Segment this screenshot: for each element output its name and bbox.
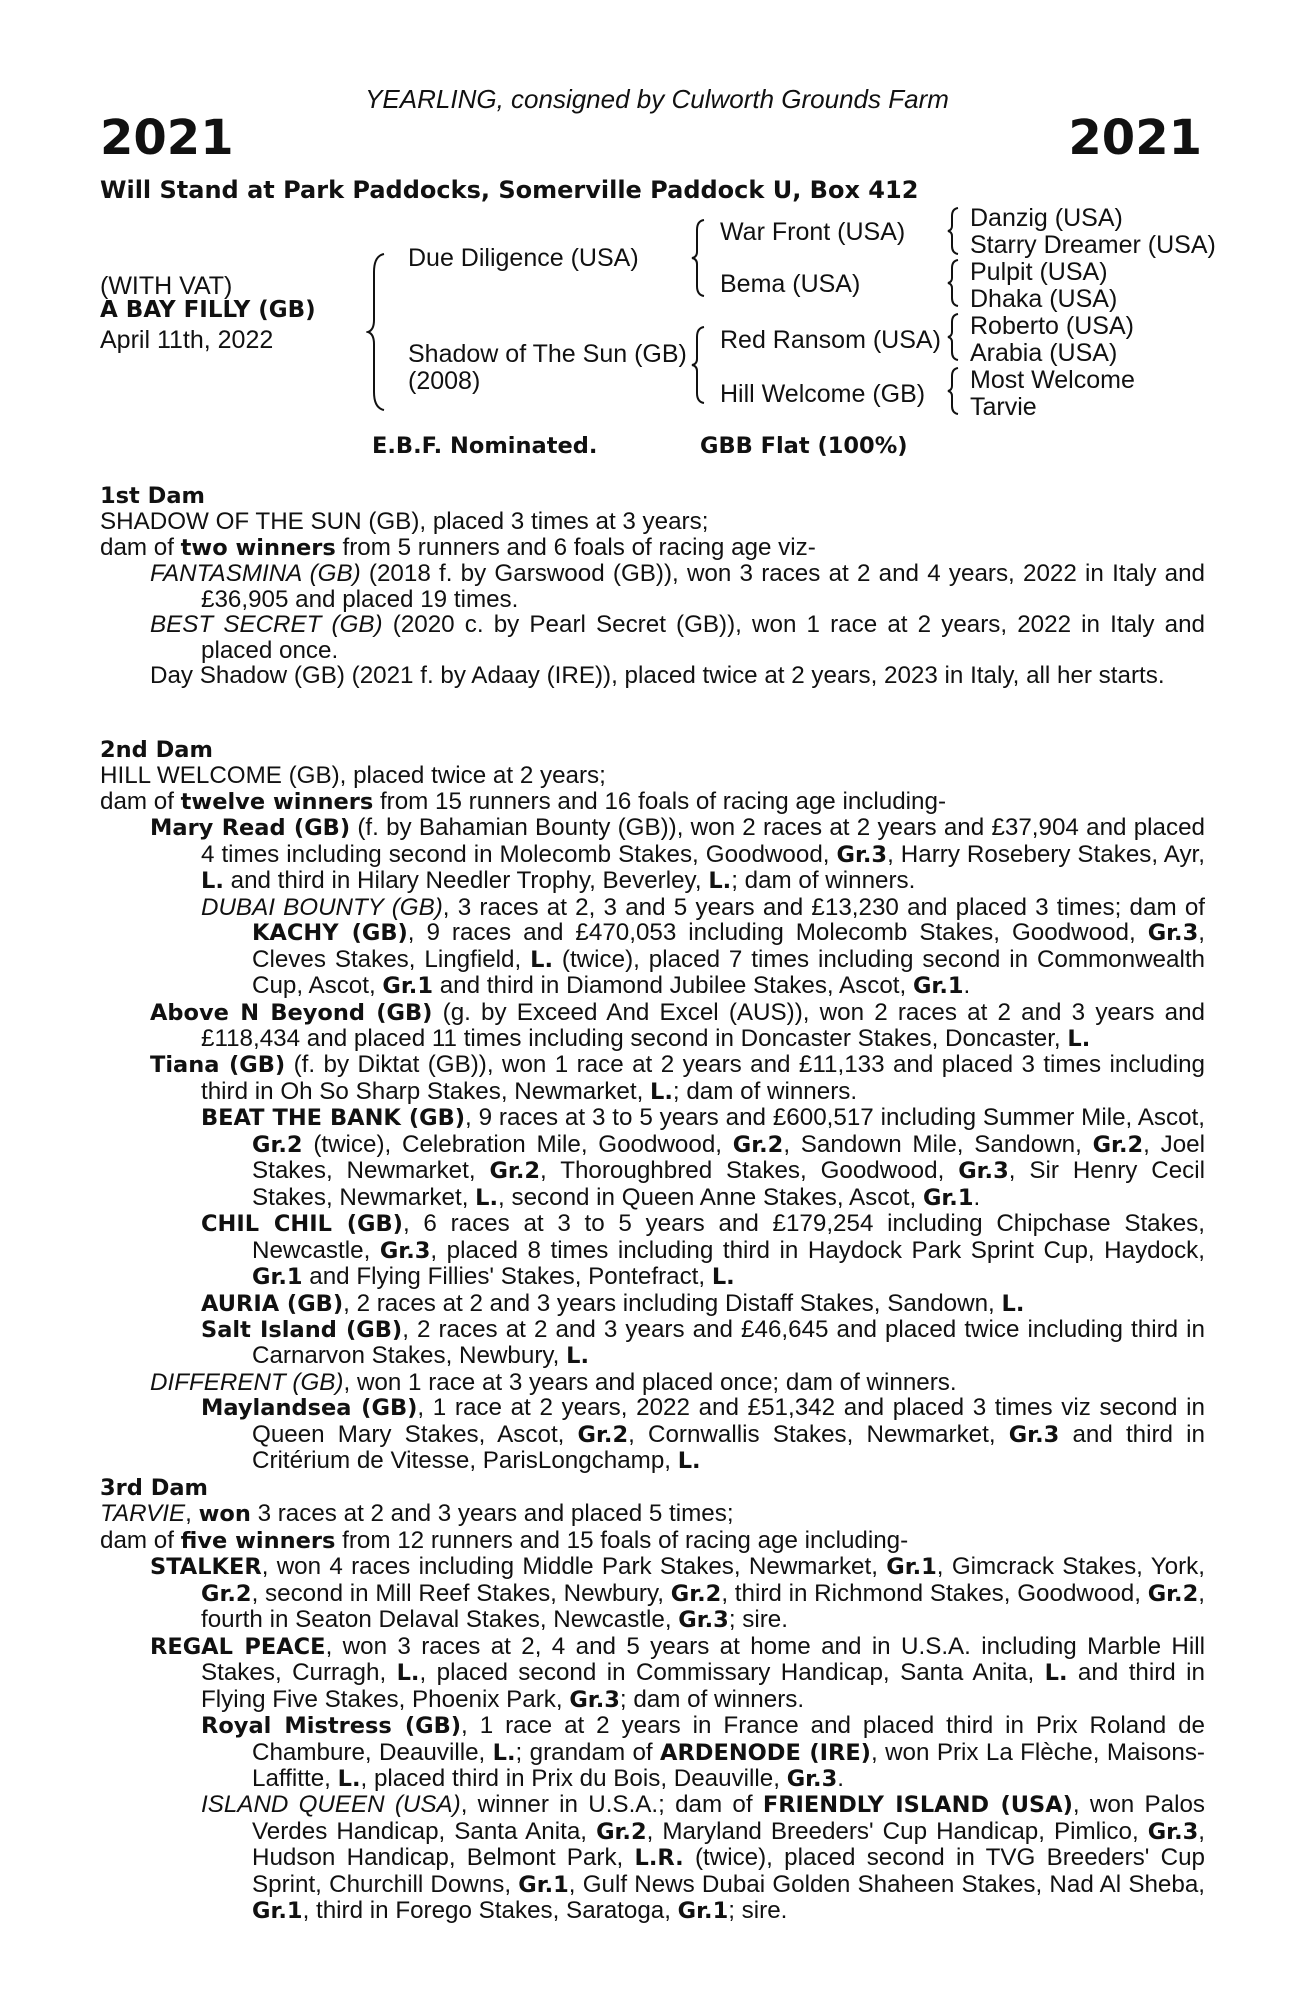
produce-sub-entry: CHIL CHIL (GB), 6 races at 3 to 5 years and £179,254 including Chipchase Stakes, Newcastle, Gr.3, placed 8 times including third in Haydock Park Sprint Cup, Haydock, Gr.1 and Flying Fillies' Stakes, Pontefract, L. [201, 1210, 1205, 1291]
third-dam-produce-summary: dam of five winners from 12 runners and 15 foals of racing age including- [100, 1526, 909, 1554]
produce-entry: Mary Read (GB) (f. by Bahamian Bounty (GB)), won 2 races at 2 years and £37,904 and placed 4 times including second in Molecomb Stakes, Goodwood, Gr.3, Harry Rosebery Stakes, Ayr, L. and third in Hilary Needler Trophy, Beverley, L.; dam of winners. [150, 814, 1206, 895]
ebf-nomination: E.B.F. Nominated. [372, 433, 598, 459]
vat-note: (WITH VAT) [100, 272, 233, 300]
produce-entry: STALKER, won 4 races including Middle Park Stakes, Newmarket, Gr.1, Gimcrack Stakes, York, Gr.2, second in Mill Reef Stakes, Newbury, Gr.2, third in Richmond Stakes, Goodwood, Gr.2, fourth in Seaton Delaval Stakes, Newcastle, Gr.3; sire. [150, 1553, 1205, 1634]
produce-sub-entry: AURIA (GB), 2 races at 2 and 3 years including Distaff Stakes, Sandown, L. [201, 1289, 1025, 1317]
dd-dam: Tarvie [970, 393, 1037, 421]
sd-sire: Pulpit (USA) [970, 258, 1108, 286]
second-dam-produce-summary: dam of twelve winners from 15 runners and 16 foals of racing age including- [100, 787, 947, 815]
produce-sub-entry: Salt Island (GB), 2 races at 2 and 3 years and £46,645 and placed twice including third in Carnarvon Stakes, Newbury, L. [201, 1315, 1205, 1370]
dam-year: (2008) [408, 367, 481, 395]
produce-entry: Above N Beyond (GB) (g. by Exceed And Excel (AUS)), won 2 races at 2 and 3 years and £118,434 and placed 11 times including second in Doncaster Stakes, Doncaster, L. [150, 998, 1205, 1052]
foaling-date: April 11th, 2022 [100, 326, 274, 354]
produce-entry: DIFFERENT (GB), won 1 race at 3 years and placed once; dam of winners. [150, 1368, 957, 1396]
stand-location: Will Stand at Park Paddocks, Somerville Paddock U, Box 412 [100, 176, 919, 204]
sd-dam: Dhaka (USA) [970, 285, 1118, 313]
sire: Due Diligence (USA) [408, 244, 639, 272]
produce-sub-entry: BEAT THE BANK (GB), 9 races at 3 to 5 years and £600,517 including Summer Mile, Ascot, Gr.2 (twice), Celebration Mile, Goodwood, Gr.2, Sandown Mile, Sandown, Gr.2, Joel Stakes, Newmarket, Gr.2, Thoroughbred Stakes, Goodwood, Gr.3, Sir Henry Cecil Stakes, Newmarket, L., second in Queen Anne Stakes, Ascot, Gr.1. [201, 1104, 1206, 1211]
second-dam-heading: 2nd Dam [100, 737, 213, 763]
second-dam-section [100, 738, 1205, 1475]
sire-dam: Bema (USA) [720, 270, 861, 298]
brace-dd [946, 366, 962, 416]
third-dam-heading: 3rd Dam [100, 1475, 208, 1501]
third-dam-line: TARVIE, won 3 races at 2 and 3 years and placed 5 times; [100, 1500, 734, 1528]
lot-number-left: 2021 [100, 110, 234, 166]
first-dam-section [100, 484, 1205, 689]
gbb-status: GBB Flat (100%) [700, 433, 908, 459]
produce-sub-entry: ISLAND QUEEN (USA), winner in U.S.A.; dam of FRIENDLY ISLAND (USA), won Palos Verdes Handicap, Santa Anita, Gr.2, Maryland Breeders' Cup Handicap, Pimlico, Gr.3, Hudson Handicap, Belmont Park, L.R. (twice), placed second in TVG Breeders' Cup Sprint, Churchill Downs, Gr.1, Gulf News Dubai Golden Shaheen Stakes, Nad Al Sheba, Gr.1, third in Forego Stakes, Saratoga, Gr.1; sire. [201, 1791, 1206, 1925]
dd-sire: Most Welcome [970, 366, 1135, 394]
dam-sire: Red Ransom (USA) [720, 326, 941, 354]
ds-dam: Arabia (USA) [970, 339, 1118, 367]
produce-entry: Tiana (GB) (f. by Diktat (GB)), won 1 race at 2 years and £11,133 and placed 3 times including third in Oh So Sharp Stakes, Newmarket, L.; dam of winners. [150, 1051, 1206, 1105]
produce-entry: BEST SECRET (GB) (2020 c. by Pearl Secret (GB)), won 1 race at 2 years, 2022 in Italy and placed once. [150, 611, 1205, 664]
ss-dam: Starry Dreamer (USA) [970, 231, 1216, 259]
consignor-line: YEARLING, consigned by Culworth Grounds Farm [365, 84, 949, 114]
horse-name: A BAY FILLY (GB) [100, 297, 316, 323]
second-dam-line: HILL WELCOME (GB), placed twice at 2 years; [100, 762, 606, 790]
first-dam-produce-summary: dam of two winners from 5 runners and 6 foals of racing age viz- [100, 533, 816, 561]
ss-sire: Danzig (USA) [970, 204, 1123, 232]
produce-entry: Day Shadow (GB) (2021 f. by Adaay (IRE)), placed twice at 2 years, 2023 in Italy, all her starts. [150, 662, 1165, 690]
lot-number-right: 2021 [1068, 110, 1202, 166]
third-dam-section [100, 1476, 1205, 1925]
ds-sire: Roberto (USA) [970, 312, 1134, 340]
brace-ss [946, 206, 962, 256]
produce-sub-entry: Royal Mistress (GB), 1 race at 2 years in France and placed third in Prix Roland de Chambure, Deauville, L.; grandam of ARDENODE (IRE), won Prix La Flèche, Maisons-Laffitte, L., placed third in Prix du Bois, Deauville, Gr.3. [201, 1712, 1205, 1792]
produce-entry: FANTASMINA (GB) (2018 f. by Garswood (GB)), won 3 races at 2 and 4 years, 2022 in Italy and £36,905 and placed 19 times. [150, 560, 1206, 613]
brace-sd [946, 258, 962, 308]
pedigree-brace [366, 252, 388, 412]
first-dam-line: SHADOW OF THE SUN (GB), placed 3 times at 3 years; [100, 508, 709, 536]
dam-brace [690, 325, 708, 405]
produce-sub-entry: DUBAI BOUNTY (GB), 3 races at 2, 3 and 5 years and £13,230 and placed 3 times; dam of KACHY (GB), 9 races and £470,053 including Molecomb Stakes, Goodwood, Gr.3, Cleves Stakes, Lingfield, L. (twice), placed 7 times including second in Commonwealth Cup, Ascot, Gr.1 and third in Diamond Jubilee Stakes, Ascot, Gr.1. [201, 893, 1206, 1000]
first-dam-heading: 1st Dam [100, 483, 205, 509]
brace-ds [946, 312, 962, 362]
sire-brace [690, 218, 708, 298]
produce-entry: REGAL PEACE, won 3 races at 2, 4 and 5 years at home and in U.S.A. including Marble Hill Stakes, Curragh, L., placed second in Commissary Handicap, Santa Anita, L. and third in Flying Five Stakes, Phoenix Park, Gr.3; dam of winners. [150, 1632, 1205, 1713]
dam: Shadow of The Sun (GB) [408, 340, 687, 368]
dam-dam: Hill Welcome (GB) [720, 380, 926, 408]
sire-sire: War Front (USA) [720, 218, 906, 246]
produce-sub-entry: Maylandsea (GB), 1 race at 2 years, 2022 and £51,342 and placed 3 times viz second in Queen Mary Stakes, Ascot, Gr.2, Cornwallis Stakes, Newmarket, Gr.3 and third in Critérium de Vitesse, ParisLongchamp, L. [201, 1394, 1205, 1475]
